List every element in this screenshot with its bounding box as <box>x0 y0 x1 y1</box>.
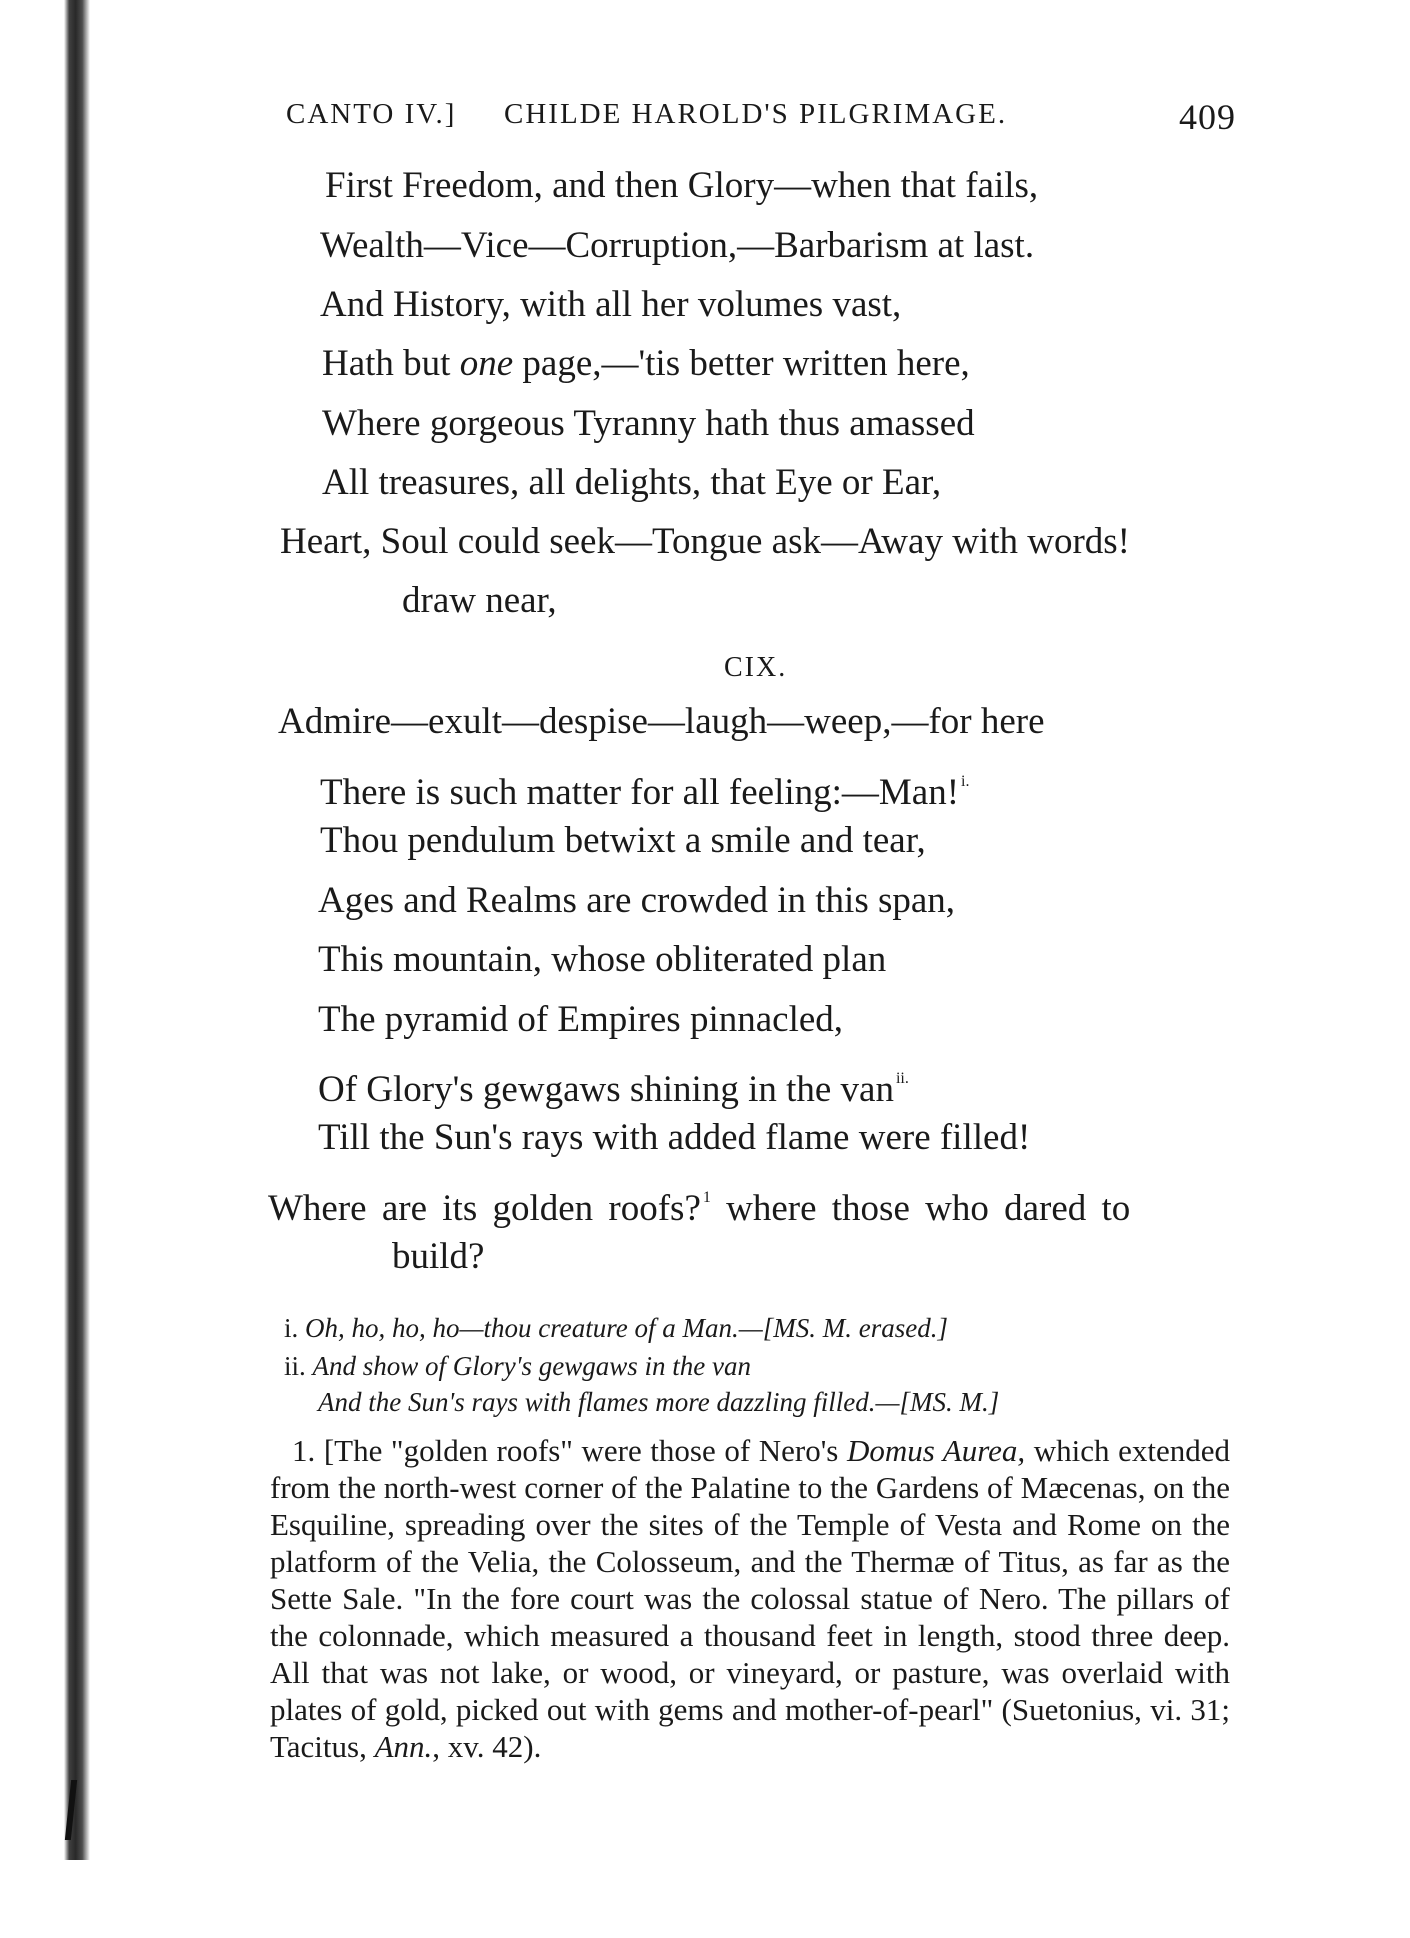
variant-label: ii. <box>284 1351 306 1381</box>
verse-text: page,—'tis better written here, <box>513 343 970 384</box>
verse-line: All treasures, all delights, that Eye or Ear, <box>322 462 942 503</box>
variant-marker: i. <box>961 773 970 790</box>
variant-note-i <box>284 1312 948 1344</box>
verse-italic: one <box>459 343 514 384</box>
verse-line <box>268 1176 1130 1231</box>
verse-line <box>318 1057 909 1112</box>
verse-line: This mountain, whose obliterated plan <box>318 939 887 980</box>
footnote-text: , xv. 42). <box>432 1729 542 1764</box>
verse-text: Of Glory's gewgaws shining in the van <box>318 1069 894 1110</box>
verse-line: Where gorgeous Tyranny hath thus amassed <box>322 403 975 444</box>
variant-text: And the Sun's rays with flames more dazzling filled. <box>318 1387 876 1417</box>
variant-ref: —[MS. M.] <box>875 1387 1000 1417</box>
variant-label: i. <box>284 1313 299 1343</box>
footnote-italic: Domus Aurea, <box>846 1433 1026 1468</box>
verse-line <box>322 342 970 386</box>
variant-marker: ii. <box>895 1070 909 1087</box>
variant-ref: —[MS. M. erased.] <box>738 1313 948 1343</box>
page-number: 409 <box>1179 97 1236 137</box>
verse-text: There is such matter for all feeling:—Man! <box>320 772 960 813</box>
verse-line: Admire—exult—despise—laugh—weep,—for here <box>278 701 1045 742</box>
footnote-1 <box>270 1432 1230 1765</box>
header-canto: CANTO IV.] <box>286 98 457 130</box>
verse-text: Where are its golden roofs? <box>268 1188 701 1229</box>
verse-line: Heart, Soul could seek—Tongue ask—Away with words! <box>280 521 1130 562</box>
stanza-numeral: CIX. <box>724 652 788 683</box>
footnote-text: 1. [The "golden roofs" were those of Nero's <box>292 1433 847 1468</box>
verse-line: Wealth—Vice—Corruption,—Barbarism at last. <box>320 225 1035 266</box>
variant-text: And show of Glory's gewgaws in the van <box>312 1351 752 1381</box>
verse-line: The pyramid of Empires pinnacled, <box>318 999 844 1040</box>
variant-note-ii-cont <box>318 1386 999 1418</box>
footnote-italic: Ann. <box>374 1729 433 1764</box>
verse-line: build? <box>392 1236 485 1277</box>
verse-text: Hath but <box>322 343 460 384</box>
footnote-paragraph <box>270 1432 1230 1765</box>
verse-line: First Freedom, and then Glory—when that fails, <box>325 165 1039 206</box>
verse-line: Till the Sun's rays with added flame were filled! <box>318 1117 1031 1158</box>
verse-line: And History, with all her volumes vast, <box>320 284 902 325</box>
variant-note-ii <box>284 1350 751 1382</box>
verse-line <box>320 760 970 815</box>
footnote-text: which extended from the north-west corner of the Palatine to the Gardens of Mæcenas, on the Esquiline, spreading over the sites of the Temple of Vesta and Rome on the platform of the Velia, the Colosseum, and the Thermæ of Titus, as far as the Sette Sale. "In the fore court was the colossal statue of Nero. The pillars of the colonnade, which measured a thousand feet in length, stood three deep. All that was not lake, or wood, or vineyard, or pasture, was overlaid with plates of gold, picked out with gems and mother-of-pearl" (Suetonius, vi. 31; Tacitus, <box>270 1433 1230 1764</box>
book-spine-shadow <box>64 0 90 1860</box>
verse-text: where those who dared to <box>710 1188 1131 1229</box>
variant-text: Oh, ho, ho, ho—thou creature of a Man. <box>305 1313 739 1343</box>
running-header <box>286 98 1236 138</box>
verse-line: Ages and Realms are crowded in this span, <box>318 880 956 921</box>
verse-line: draw near, <box>402 580 557 621</box>
header-title: CHILDE HAROLD'S PILGRIMAGE. <box>504 98 1008 130</box>
verse-line: Thou pendulum betwixt a smile and tear, <box>320 820 926 861</box>
footnote-marker: 1 <box>702 1189 711 1206</box>
